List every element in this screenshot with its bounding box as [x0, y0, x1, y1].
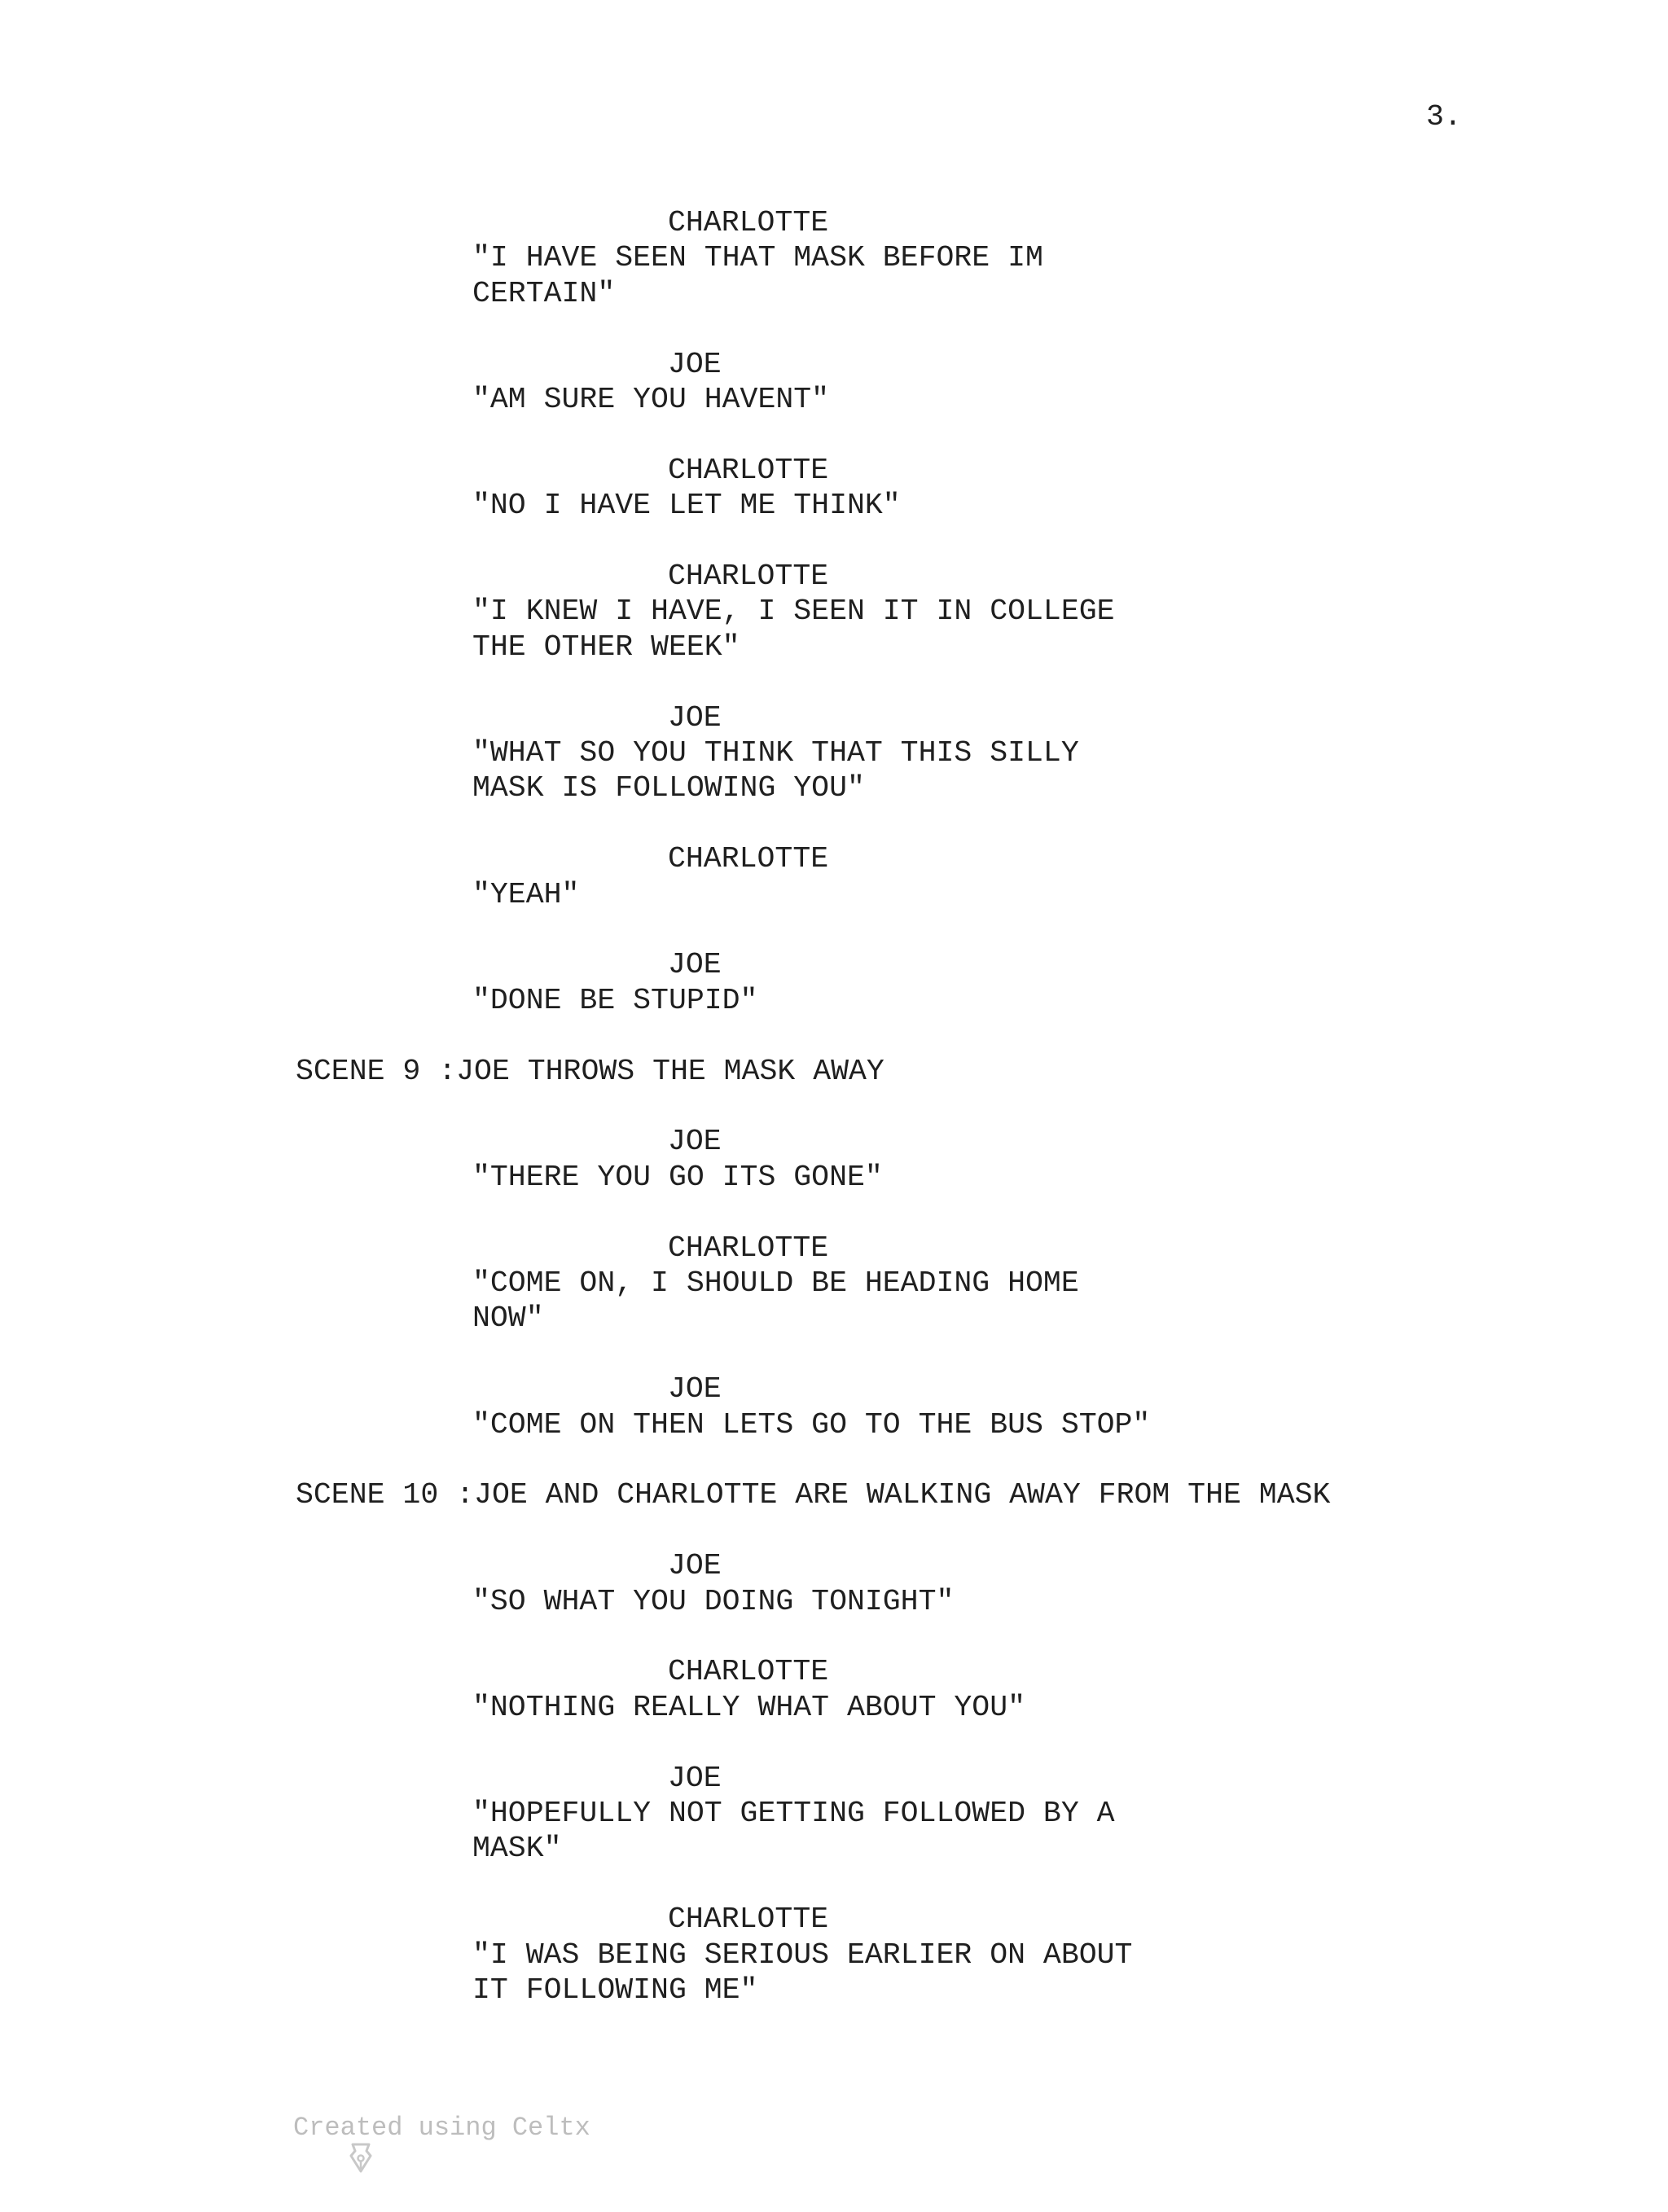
pen-nib-icon: [252, 2111, 282, 2144]
character-name: CHARLOTTE: [668, 560, 829, 593]
character-name: CHARLOTTE: [668, 453, 829, 487]
character-name: JOE: [668, 1549, 722, 1583]
scene-heading: SCENE 10 :JOE AND CHARLOTTE ARE WALKING AWAY FROM THE MASK: [296, 1478, 1331, 1512]
dialogue-line: "NO I HAVE LET ME THINK": [472, 489, 901, 523]
character-name: CHARLOTTE: [668, 206, 829, 239]
dialogue-line: NOW": [472, 1301, 544, 1336]
dialogue-line: "NOTHING REALLY WHAT ABOUT YOU": [472, 1690, 1026, 1724]
dialogue-line: "I HAVE SEEN THAT MASK BEFORE IM: [472, 241, 1043, 275]
dialogue-line: "THERE YOU GO ITS GONE": [472, 1160, 883, 1194]
character-name: JOE: [668, 1125, 722, 1159]
dialogue-line: "I KNEW I HAVE, I SEEN IT IN COLLEGE: [472, 595, 1115, 629]
character-name: CHARLOTTE: [668, 842, 829, 876]
dialogue-line: MASK IS FOLLOWING YOU": [472, 771, 865, 805]
page-number: 3.: [1426, 100, 1462, 134]
character-name: JOE: [668, 948, 722, 982]
dialogue-line: MASK": [472, 1832, 562, 1866]
character-name: JOE: [668, 347, 722, 381]
character-name: JOE: [668, 1372, 722, 1407]
dialogue-line: THE OTHER WEEK": [472, 630, 740, 664]
character-name: CHARLOTTE: [668, 1655, 829, 1689]
character-name: JOE: [668, 1761, 722, 1795]
character-name: CHARLOTTE: [668, 1903, 829, 1937]
dialogue-line: "HOPEFULLY NOT GETTING FOLLOWED BY A: [472, 1797, 1115, 1830]
dialogue-line: "SO WHAT YOU DOING TONIGHT": [472, 1584, 955, 1618]
dialogue-line: "AM SURE YOU HAVENT": [472, 383, 830, 416]
character-name: JOE: [668, 700, 722, 735]
dialogue-line: "COME ON, I SHOULD BE HEADING HOME: [472, 1266, 1079, 1300]
dialogue-line: "WHAT SO YOU THINK THAT THIS SILLY: [472, 736, 1079, 770]
dialogue-line: "YEAH": [472, 877, 580, 911]
footer-credit: [252, 2109, 590, 2146]
footer-text: Created using Celtx: [293, 2112, 590, 2143]
dialogue-line: "I WAS BEING SERIOUS EARLIER ON ABOUT: [472, 1938, 1133, 1972]
dialogue-line: "DONE BE STUPID": [472, 983, 758, 1017]
character-name: CHARLOTTE: [668, 1231, 829, 1265]
dialogue-line: IT FOLLOWING ME": [472, 1973, 758, 2007]
dialogue-line: "COME ON THEN LETS GO TO THE BUS STOP": [472, 1407, 1151, 1442]
scene-heading: SCENE 9 :JOE THROWS THE MASK AWAY: [296, 1054, 884, 1088]
dialogue-line: CERTAIN": [472, 276, 616, 310]
